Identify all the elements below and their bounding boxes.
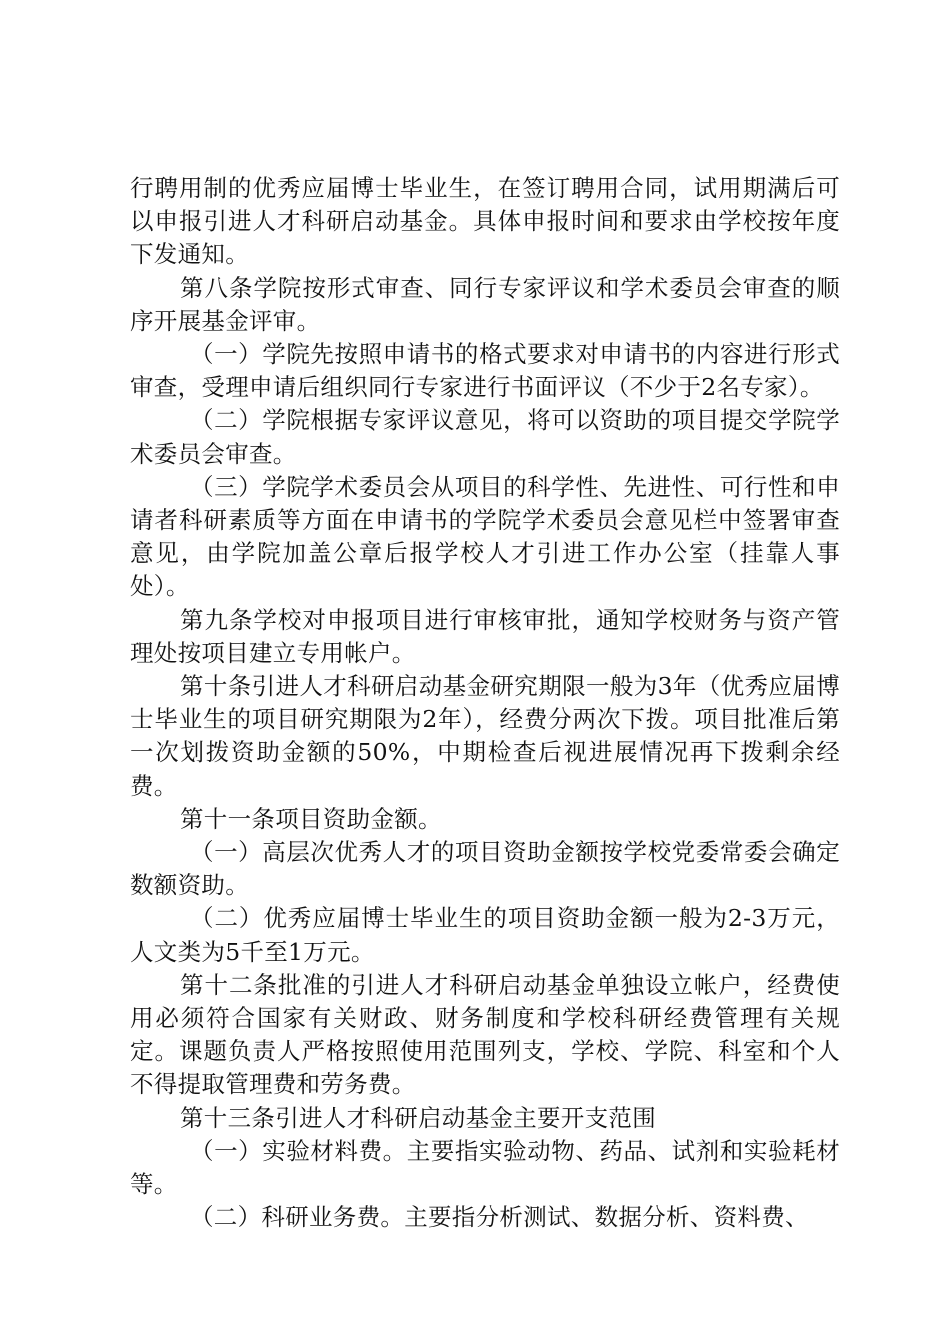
article-8-item-3: （三）学院学术委员会从项目的科学性、先进性、可行性和申请者科研素质等方面在申请书的学院学术委员会意见栏中签署审查意见，由学院加盖公章后报学校人才引进工作办公室（挂靠人事处）。 [130,472,840,601]
article-13-item-1: （一）实验材料费。主要指实验动物、药品、试剂和实验耗材等。 [130,1136,840,1199]
article-8-item-2: （二）学院根据专家评议意见，将可以资助的项目提交学院学术委员会审查。 [130,406,840,468]
paragraph-continuation: 行聘用制的优秀应届博士毕业生，在签订聘用合同，试用期满后可以申报引进人才科研启动基金。具体申报时间和要求由学校按年度下发通知。 [130,174,840,269]
article-12-paragraph: 第十二条批准的引进人才科研启动基金单独设立帐户，经费使用必须符合国家有关财政、财务制度和学校科研经费管理有关规定。课题负责人严格按照使用范围列支，学校、学院、科室和个人不得提取管理费和劳务费。 [130,970,840,1099]
article-9-paragraph: 第九条学校对申报项目进行审核审批，通知学校财务与资产管理处按项目建立专用帐户。 [130,605,840,667]
article-8-paragraph: 第八条学院按形式审查、同行专家评议和学术委员会审查的顺序开展基金评审。 [130,273,840,335]
article-11-item-1: （一）高层次优秀人才的项目资助金额按学校党委常委会确定数额资助。 [130,838,840,900]
article-13-item-2: （二）科研业务费。主要指分析测试、数据分析、资料费、 [190,1203,809,1232]
article-11-item-2: （二）优秀应届博士毕业生的项目资助金额一般为2-3万元，人文类为5千至1万元。 [130,904,840,966]
document-body [130,172,840,1235]
article-13-paragraph: 第十三条引进人才科研启动基金主要开支范围 [180,1103,656,1132]
article-8-item-1: （一）学院先按照申请书的格式要求对申请书的内容进行形式审查，受理申请后组织同行专家进行书面评议（不少于2名专家）。 [130,340,840,402]
article-11-paragraph: 第十一条项目资助金额。 [180,804,442,833]
article-10-paragraph: 第十条引进人才科研启动基金研究期限一般为3年（优秀应届博士毕业生的项目研究期限为2年），经费分两次下拨。项目批准后第一次划拨资助金额的50%，中期检查后视进展情况再下拨剩余经费。 [130,672,840,800]
